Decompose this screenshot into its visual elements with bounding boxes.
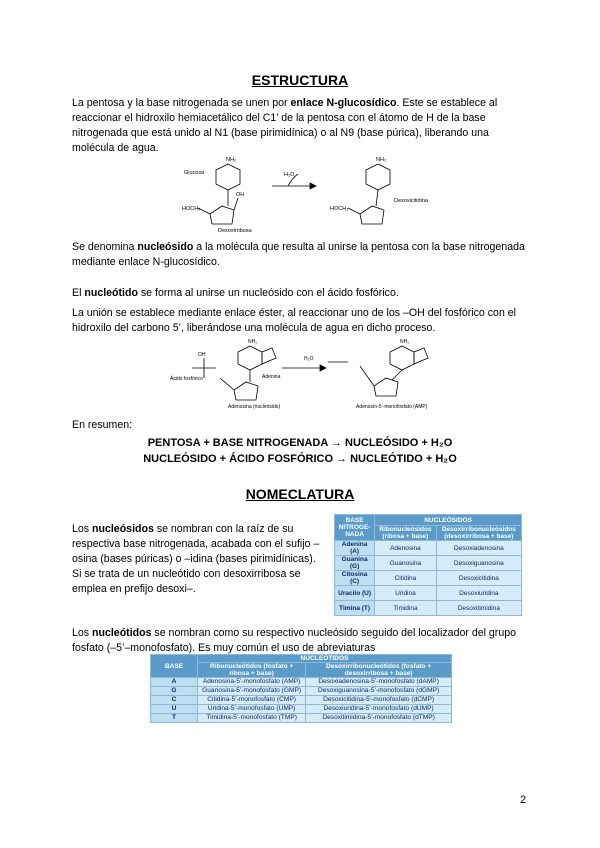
cell-deoxy: Desoxiguanosina-5’-monofosfato (dGMP) xyxy=(306,687,452,696)
header-ribo: Ribonucleósidos (ribosa + base) xyxy=(375,526,437,541)
header-deoxy: Desoxirribonucleósidos (desoxirribosa + base) xyxy=(436,526,521,541)
table-row xyxy=(151,705,452,714)
header-base: BASE NITROGE-NADA xyxy=(335,515,375,541)
table-nucleosidos xyxy=(334,514,522,616)
text: La pentosa y la base nitrogenada se unen por xyxy=(72,97,291,109)
cell-deoxy: Desoxiuridina xyxy=(436,586,521,601)
label-deoxyribose: Desoxirribosa xyxy=(218,228,252,234)
cell-deoxy: Desoxicitidina-5’-monofosfato (dCMP) xyxy=(306,696,452,705)
label-hoch2-product: HOCH₂ xyxy=(330,206,349,212)
label-amp: Adenosín-5’-monofosfato (AMP) xyxy=(356,404,428,410)
cell-base: Guanina (G) xyxy=(335,556,375,571)
label-nh2-product: NH₂ xyxy=(376,157,387,163)
label-nh2: NH₂ xyxy=(226,157,237,163)
text: Los xyxy=(72,523,93,535)
text: se nombran como su respectivo nucleósido seguido del localizador del grupo fosfato (–5’–monofosfato). Es muy común el uso de abreviaturas xyxy=(72,627,517,654)
cell-ribo: Timidina xyxy=(375,601,437,616)
text: Los xyxy=(72,627,93,639)
paragraph-nucleosido xyxy=(72,240,532,270)
label-nh2: NH₂ xyxy=(248,339,258,345)
text: se forma al unirse un nucleósido con el ácido fosfórico. xyxy=(137,287,399,299)
label-oh: OH xyxy=(236,192,245,198)
equation-1: PENTOSA + BASE NITROGENADA → NUCLEÓSIDO + H₂O xyxy=(147,437,453,449)
figure-ester-bond xyxy=(170,338,440,414)
equation-2: NUCLEÓSIDO + ÁCIDO FOSFÓRICO → NUCLEÓTIDO + H₂O xyxy=(143,453,457,465)
section-title-nomenclatura: NOMECLATURA xyxy=(245,486,355,502)
term-nucleosido: nucleósido xyxy=(137,241,194,253)
figure-glycosidic-bond xyxy=(180,152,450,240)
label-h2o: H₂O xyxy=(284,172,295,178)
paragraph-resumen: En resumen: xyxy=(72,419,133,431)
cell-deoxy: Desoxitimidina-5’-monofosfato (dTMP) xyxy=(306,714,452,723)
cell-ribo: Adenosina xyxy=(375,541,437,556)
table-row xyxy=(335,601,522,616)
label-adenine: Adenina xyxy=(262,374,281,380)
cell-base: Adenina (A) xyxy=(335,541,375,556)
cell-ribo: Guanosina xyxy=(375,556,437,571)
cell-base: C xyxy=(151,696,198,705)
cell-base: T xyxy=(151,714,198,723)
table-row xyxy=(335,541,522,556)
label-glucose: Glucosa xyxy=(184,170,205,176)
cell-ribo: Uridina xyxy=(375,586,437,601)
cell-deoxy: Desoxicitidina xyxy=(436,571,521,586)
paragraph-nucleotidos xyxy=(72,626,532,656)
section-title-estructura: ESTRUCTURA xyxy=(251,72,349,88)
cell-base: Uracilo (U) xyxy=(335,586,375,601)
cell-base: A xyxy=(151,678,198,687)
cell-base: G xyxy=(151,687,198,696)
table-row xyxy=(151,678,452,687)
page-number: 2 xyxy=(520,794,527,806)
header-base: BASE xyxy=(151,655,198,678)
table-row xyxy=(335,571,522,586)
text: Se denomina xyxy=(72,241,138,253)
header-ribo: Ribonucleótidos (fosfato + ribosa + base) xyxy=(198,663,306,678)
label-oh-1: OH xyxy=(198,352,206,358)
cell-deoxy: Desoxiadenosina xyxy=(436,541,521,556)
header-group: NUCLEÓTIDOS xyxy=(198,655,452,663)
label-product: Desoxicitidina xyxy=(394,198,428,204)
cell-deoxy: Desoxiuridina-5’-monofosfato (dUMP) xyxy=(306,705,452,714)
cell-ribo: Citidina xyxy=(375,571,437,586)
text: a la molécula que resulta al unirse la pentosa con la base nitrogenada mediante enlace N-glucosídico. xyxy=(72,241,525,268)
cell-base: Timina (T) xyxy=(335,601,375,616)
table-row xyxy=(151,696,452,705)
term-nucleotidos: nucleótidos xyxy=(92,627,152,639)
cell-ribo: Guanosina-5’-monofosfato (GMP) xyxy=(198,687,306,696)
table-row xyxy=(151,687,452,696)
term-enlace: enlace N-glucosídico xyxy=(290,97,397,109)
paragraph-enlace xyxy=(72,96,532,156)
table-row xyxy=(151,714,452,723)
cell-ribo: Uridina-5’-monofosfato (UMP) xyxy=(198,705,306,714)
table-row xyxy=(335,586,522,601)
text: El xyxy=(72,287,85,299)
cell-base: U xyxy=(151,705,198,714)
label-adenosine: Adenosina (nucleósido) xyxy=(228,404,281,410)
cell-ribo: Timidina-5’-monofosfato (TMP) xyxy=(198,714,306,723)
paragraph-nucleosidos xyxy=(72,522,320,597)
label-hoch2: HOCH₂ xyxy=(182,206,201,212)
header-group: NUCLEÓSIDOS xyxy=(375,515,522,526)
term-nucleotido: nucleótido xyxy=(84,287,138,299)
cell-ribo: Adenosina-5’-monofosfato (AMP) xyxy=(198,678,306,687)
cell-deoxy: Desoxiguanosina xyxy=(436,556,521,571)
cell-deoxy: Desoxitimidina xyxy=(436,601,521,616)
paragraph-ester: La unión se establece mediante enlace éster, al reaccionar uno de los –OH del fosfórico con el hidroxilo del carbono 5’, liberándose una molécula de agua en dicho proceso. xyxy=(72,307,517,334)
table-row xyxy=(335,556,522,571)
paragraph-nucleotido xyxy=(72,286,532,301)
label-phosphoric: Ácido fosfórico xyxy=(170,376,203,382)
table-nucleotidos xyxy=(150,654,452,723)
header-deoxy: Desoxirribonucleótidos (fosfato + desoxirribosa + base) xyxy=(306,663,452,678)
term-nucleosidos: nucleósidos xyxy=(92,523,154,535)
text: . Este se establece al reaccionar el hidroxilo hemiacetálico del C1’ de la pentosa con el átomo de H de la base nitrogenada que está unido al N1 (base pirimidínica) o al N9 (base púrica), liberando una molécula de agua. xyxy=(72,97,498,154)
label-nh2-product: NH₂ xyxy=(400,339,410,345)
cell-deoxy: Desoxiadenosina-5’-monofosfato (dAMP) xyxy=(306,678,452,687)
label-h2o: H₂O xyxy=(304,356,314,362)
cell-ribo: Citidina-5’-monofosfato (CMP) xyxy=(198,696,306,705)
text: se nombran con la raíz de su respectiva base nitrogenada, acabada con el sufijo –osina (bases púricas) o –idina (bases pirimidínicas). Si se trata de un nucleótido con desoxirribosa se emplea en prefijo desoxi–. xyxy=(72,523,320,595)
cell-base: Citosina (C) xyxy=(335,571,375,586)
